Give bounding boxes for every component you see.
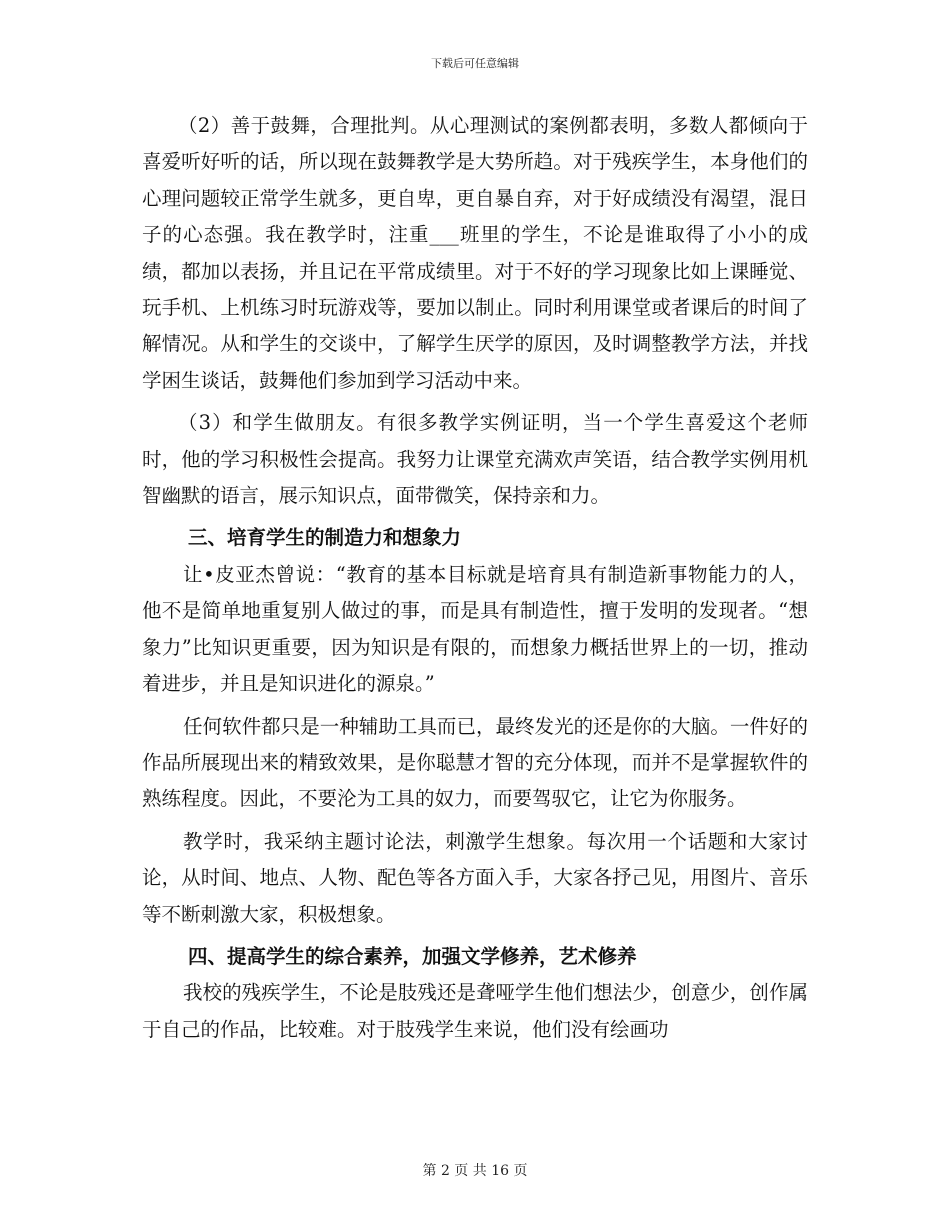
section-heading-3: 三、培育学生的制造力和想象力	[188, 526, 462, 550]
paragraph-piaget-quote: 让•皮亚杰曾说：“教育的基本目标就是培育具有制造新事物能力的人，他不是简单地重复别人做过的事，而是具有制造性，擅于发明的发现者。“想象力”比知识更重要，因为知识是有限的，而想象力概括世界上的一切，推动着进步，并且是知识进化的源泉。”	[142, 562, 808, 696]
paragraph-friends: （3）和学生做朋友。有很多教学实例证明，当一个学生喜爱这个老师时，他的学习积极性会提高。我努力让课堂充满欢声笑语，结合教学实例用机智幽默的语言，展示知识点，面带微笑，保持亲和力。	[142, 411, 808, 508]
section-heading-4: 四、提高学生的综合素养，加强文学修养，艺术修养	[188, 944, 637, 968]
page-footer: 第 2 页 共 16 页	[422, 1163, 528, 1179]
document-body	[142, 108, 808, 1048]
paragraph-software-tool: 任何软件都只是一种辅助工具而已，最终发光的还是你的大脑。一件好的作品所展现出来的精致效果，是你聪慧才智的充分体现，而并不是掌握软件的熟练程度。因此，不要沦为工具的奴力，而要驾驭它，让它为你服务。	[142, 714, 808, 811]
paragraph-disabled-students: 我校的残疾学生，不论是肢残还是聋哑学生他们想法少，创意少，创作属于自己的作品，比较难。对于肢残学生来说，他们没有绘画功	[142, 981, 808, 1041]
paragraph-encourage: （2）善于鼓舞，合理批判。从心理测试的案例都表明，多数人都倾向于喜爱听好听的话，所以现在鼓舞教学是大势所趋。对于残疾学生，本身他们的心理问题较正常学生就多，更自卑，更自暴自弃，对于好成绩没有渴望，混日子的心态强。我在教学时，注重___班里的学生，不论是谁取得了小小的成绩，都加以表扬，并且记在平常成绩里。对于不好的学习现象比如上课睡觉、玩手机、上机练习时玩游戏等，要加以制止。同时利用课堂或者课后的时间了解情况。从和学生的交谈中，了解学生厌学的原因，及时调整教学方法，并找学困生谈话，鼓舞他们参加到学习活动中来。	[142, 114, 808, 392]
page-header: 下载后可任意编辑	[431, 57, 519, 70]
paragraph-teaching-method: 教学时，我采纳主题讨论法，刺激学生想象。每次用一个话题和大家讨论，从时间、地点、人物、配色等各方面入手，大家各抒己见，用图片、音乐等不断刺激大家，积极想象。	[142, 829, 808, 926]
